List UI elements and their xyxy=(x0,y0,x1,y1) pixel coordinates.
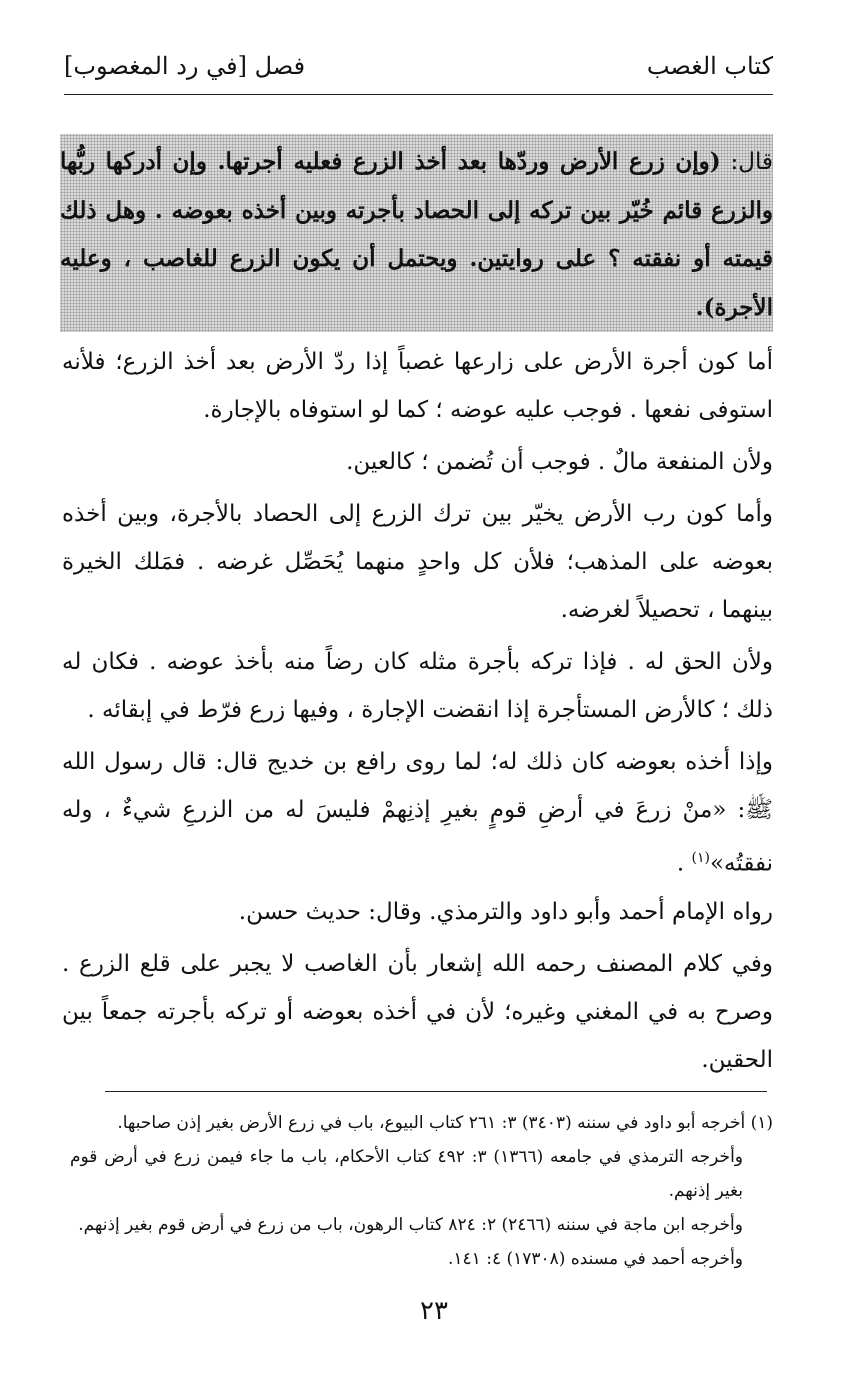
paragraph: ولأن الحق له . فإذا تركه بأجرة مثله كان رضاً منه بأخذ عوضه . فكان له ذلك ؛ كالأرض المستأجرة إذا انقضت الإجارة ، وفيها زرع فرّط في إبقائه . xyxy=(62,649,773,723)
footnote-line: وأخرجه الترمذي في جامعه (١٣٦٦) ٣: ٤٩٢ كتاب الأحكام، باب ما جاء فيمن زرع في أرض قوم بغير إذنهم. xyxy=(70,1147,743,1201)
footnote-marker[interactable]: (١) xyxy=(691,850,710,866)
header-divider xyxy=(64,94,773,95)
chapter-title: فصل [في رد المغصوب] xyxy=(64,52,306,80)
footnote-line: وأخرجه ابن ماجة في سننه (٢٤٦٦) ٢: ٨٢٤ كتاب الرهون، باب من زرع في أرض قوم بغير إذنهم. xyxy=(78,1215,743,1235)
page-number: ٢٣ xyxy=(420,1296,448,1326)
hadith-tail: . xyxy=(676,850,692,877)
footnotes xyxy=(70,1106,773,1276)
paragraph-hadith xyxy=(62,738,773,888)
paragraph: رواه الإمام أحمد وأبو داود والترمذي. وقال: حديث حسن. xyxy=(238,898,773,925)
paragraph: وأما كون رب الأرض يخيّر بين ترك الزرع إلى الحصاد بالأجرة، وبين أخذه بعوضه على المذهب؛ فلأن كل واحدٍ منهما يُحَصِّل غرضه . فمَلك الخيرة بينهما ، تحصيلاً لغرضه. xyxy=(62,501,773,623)
matn-lead: قال: xyxy=(720,149,773,175)
matn-highlighted-passage xyxy=(60,134,773,332)
footnote-line: (١) أخرجه أبو داود في سننه (٣٤٠٣) ٣: ٢٦١ كتاب البيوع، باب في زرع الأرض بغير إذن صاحبها. xyxy=(117,1113,773,1133)
book-title: كتاب الغصب xyxy=(646,52,773,80)
footnote-line: وأخرجه أحمد في مسنده (١٧٣٠٨) ٤: ١٤١. xyxy=(448,1249,743,1269)
commentary-body xyxy=(62,338,773,1084)
paragraph: وفي كلام المصنف رحمه الله إشعار بأن الغاصب لا يجبر على قلع الزرع . وصرح به في المغني وغيره؛ لأن في أخذه بعوضه أو تركه بأجرته جمعاً بين الحقين. xyxy=(62,950,773,1073)
running-header xyxy=(64,48,773,92)
footnote-divider xyxy=(105,1091,767,1092)
paragraph: أما كون أجرة الأرض على زارعها غصباً إذا ردّ الأرض بعد أخذ الزرع؛ فلأنه استوفى نفعها . فوجب عليه عوضه ؛ كما لو استوفاه بالإجارة. xyxy=(62,349,773,423)
hadith-text: وإذا أخذه بعوضه كان ذلك له؛ لما روى رافع بن خديج قال: قال رسول الله ﷺ: «منْ زرعَ في أرضِ قومٍ بغيرِ إذنِهمْ فليسَ له من الزرعِ شيءٌ ، وله نفقتُه» xyxy=(62,749,773,877)
matn-text: (وإن زرع الأرض وردّها بعد أخذ الزرع فعليه أجرتها. وإن أدركها ربُّها والزرع قائم خُيّر بين تركه إلى الحصاد بأجرته وبين أخذه بعوضه . وهل ذلك قيمته أو نفقته ؟ على روايتين. ويحتمل أن يكون الزرع للغاصب ، وعليه الأجرة). xyxy=(60,148,773,321)
paragraph: ولأن المنفعة مالٌ . فوجب أن تُضمن ؛ كالعين. xyxy=(346,449,773,475)
